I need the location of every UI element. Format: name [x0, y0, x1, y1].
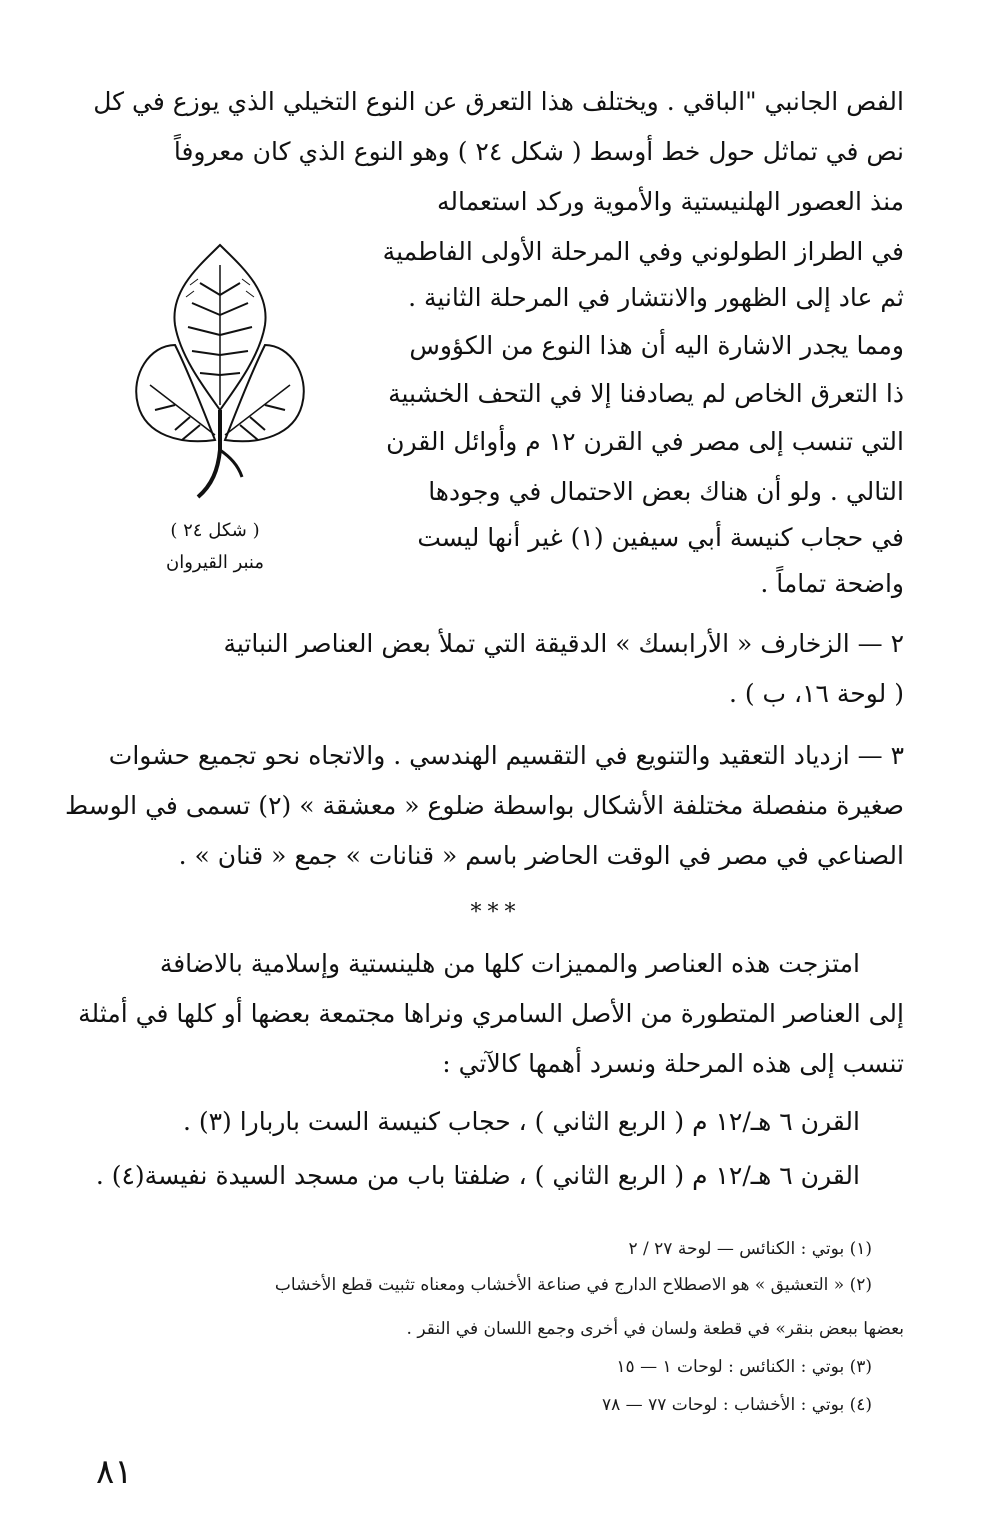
footnote-2: (٢) « التعشيق » هو الاصطلاح الدارج في صناعة الأخشاب ومعناه تثبيت قطع الأخشاب: [274, 1275, 872, 1295]
figure-subcaption: منبر القيروان: [165, 552, 265, 573]
body-line-10: في حجاب كنيسة أبي سيفين (١) غير أنها ليست: [417, 523, 904, 552]
body-line-11: واضحة تماماً .: [760, 569, 904, 598]
figure-caption: ( شكل ٢٤ ): [170, 520, 260, 541]
leaf-figure-illustration: [120, 235, 320, 525]
page-number: ٨١: [96, 1452, 133, 1492]
item-2-line-1: ٢ — الزخارف « الأرابسك » الدقيقة التي تملأ بعض العناصر النباتية: [223, 629, 904, 658]
item-3-line-3: الصناعي في مصر في الوقت الحاضر باسم « قنانات » جمع « قنان » .: [178, 841, 904, 870]
body-line-4: في الطراز الطولوني وفي المرحلة الأولى الفاطمية: [382, 237, 904, 266]
example-line-2: القرن ٦ هـ/١٢ م ( الربع الثاني ) ، ضلفتا باب من مسجد السيدة نفيسة(٤) .: [95, 1161, 860, 1190]
footnote-3: (٣) بوتي : الكنائس : لوحات ١ — ١٥: [616, 1357, 872, 1377]
body-line-2: نص في تماثل حول خط أوسط ( شكل ٢٤ ) وهو النوع الذي كان معروفاً: [173, 137, 904, 166]
para-line-2: إلى العناصر المتطورة من الأصل السامري ونراها مجتمعة بعضها أو كلها في أمثلة: [78, 999, 904, 1028]
para-line-3: تنسب إلى هذه المرحلة ونسرد أهمها كالآتي :: [442, 1049, 904, 1078]
para-line-1: امتزجت هذه العناصر والمميزات كلها من هلينستية وإسلامية بالاضافة: [159, 949, 860, 978]
item-3-line-2: صغيرة منفصلة مختلفة الأشكال بواسطة ضلوع « معشقة » (٢) تسمى في الوسط: [64, 791, 904, 820]
body-line-1: الفص الجانبي "الباقي . ويختلف هذا التعرق عن النوع التخيلي الذي يوزع في كل: [93, 87, 904, 116]
body-line-6: ومما يجدر الاشارة اليه أن هذا النوع من الكؤوس: [409, 331, 904, 360]
item-2-line-2: ( لوحة ١٦، ب ) .: [728, 679, 904, 708]
body-line-8: التي تنسب إلى مصر في القرن ١٢ م وأوائل القرن: [386, 427, 904, 456]
footnote-2-continued: بعضها ببعض بنقر» في قطعة ولسان في أخرى وجمع اللسان في النقر .: [406, 1319, 904, 1339]
body-line-5: ثم عاد إلى الظهور والانتشار في المرحلة الثانية .: [408, 283, 904, 312]
body-line-3: منذ العصور الهلنيستية والأموية وركد استعماله: [436, 187, 904, 216]
item-3-line-1: ٣ — ازدياد التعقيد والتنويع في التقسيم الهندسي . والاتجاه نحو تجميع حشوات: [108, 741, 904, 770]
footnote-4: (٤) بوتي : الأخشاب : لوحات ٧٧ — ٧٨: [602, 1395, 872, 1415]
body-line-7: ذا التعرق الخاص لم يصادفنا إلا في التحف الخشبية: [388, 379, 904, 408]
footnote-1: (١) بوتي : الكنائس — لوحة ٢٧ / ٢: [628, 1239, 872, 1259]
example-line-1: القرن ٦ هـ/١٢ م ( الربع الثاني ) ، حجاب كنيسة الست باربارا (٣) .: [182, 1107, 860, 1136]
body-line-9: التالي . ولو أن هناك بعض الاحتمال في وجودها: [428, 477, 904, 506]
section-separator: ***: [470, 900, 522, 925]
